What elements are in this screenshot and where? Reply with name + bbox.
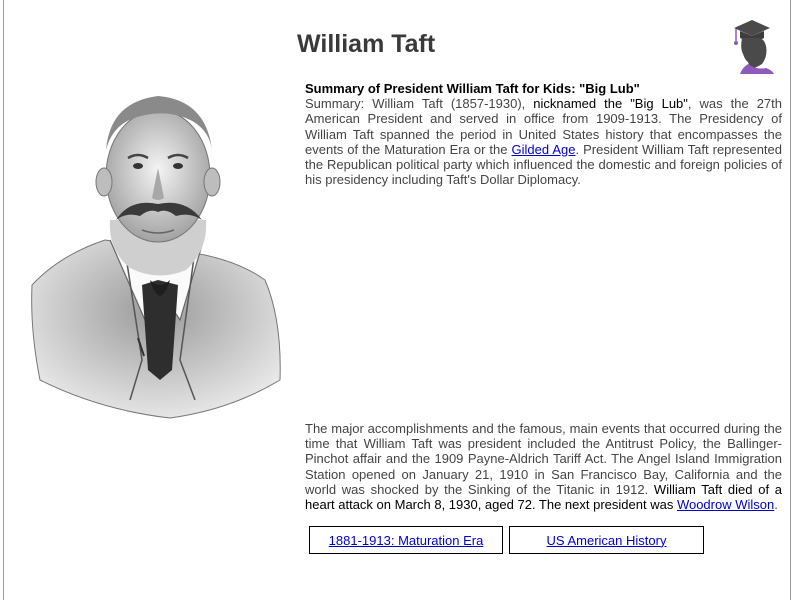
details-text-1: The major accomplishments and the famous, main events that occurred during the time that William Taft was president included the Antitrust Policy, the Ballinger-Pinchot affair and the 1909 Payne-Aldrich Tariff Act. The Angel Island Immigration Station opened on January 21, 1910 in San Francisco Bay, California and the world was shocked by the Sinking of the Titanic in 1912. bbox=[305, 421, 782, 497]
us-history-link[interactable]: US American History bbox=[546, 532, 667, 548]
page-title: William Taft bbox=[297, 30, 436, 58]
graduate-silhouette-icon bbox=[726, 16, 774, 74]
details-text-2: William Taft died of a heart attack on March 8, 1930, aged 72. The next president was bbox=[305, 481, 782, 513]
maturation-era-box bbox=[309, 526, 503, 554]
summary-text-1: Summary: William Taft (1857-1930), bbox=[305, 96, 534, 112]
summary-heading: Summary of President William Taft for Kids: "Big Lub" bbox=[305, 81, 640, 96]
details-text-3: . bbox=[774, 497, 778, 513]
gilded-age-link[interactable]: Gilded Age bbox=[511, 141, 576, 157]
william-taft-portrait bbox=[30, 80, 285, 420]
details-section bbox=[305, 421, 782, 512]
woodrow-wilson-link[interactable]: Woodrow Wilson bbox=[676, 497, 775, 513]
summary-text-2: , was the 27th American President and served in office from 1909-1913. The Presidency of William Taft spanned the period in United States history that encompasses the events of the Maturation Era or the bbox=[305, 96, 782, 157]
summary-nickname: nicknamed the "Big Lub" bbox=[533, 96, 688, 112]
summary-text-3: . President William Taft represented the Republican political party which influenced the domestic and foreign policies of his presidency including Taft's Dollar Diplomacy. bbox=[305, 141, 783, 188]
us-history-box bbox=[509, 526, 704, 554]
maturation-era-link[interactable]: 1881-1913: Maturation Era bbox=[328, 532, 484, 548]
summary-section bbox=[305, 81, 782, 187]
